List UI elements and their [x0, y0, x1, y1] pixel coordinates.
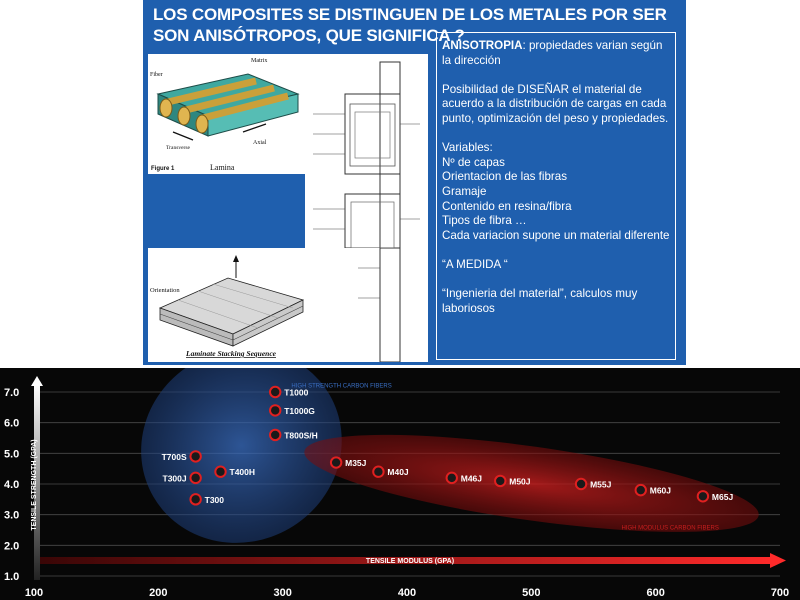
data-point [331, 457, 341, 467]
y-tick-label: 7.0 [4, 387, 20, 399]
data-point-label: T1000G [284, 405, 315, 416]
x-tick-label: 500 [522, 587, 541, 599]
y-tick-label: 3.0 [4, 509, 20, 522]
data-point [636, 485, 646, 495]
data-point-label: M40J [387, 467, 409, 478]
data-point-label: M35J [345, 458, 367, 469]
data-point [447, 473, 457, 483]
data-point-label: T1000 [284, 387, 309, 398]
variable-item: Contenido en resina/fibra [442, 199, 572, 213]
chart-svg [0, 368, 800, 600]
orientation-label: Orientation [150, 287, 180, 294]
term-anisotropia: ANISOTROPIA [442, 39, 523, 52]
data-point-label: T300 [204, 494, 225, 505]
data-point-label: T400H [229, 467, 256, 478]
x-axis-arrowhead [770, 553, 786, 568]
data-point [270, 405, 280, 415]
laminate-stacking-illustration [148, 248, 428, 362]
data-point [190, 494, 200, 504]
data-point-label: M46J [460, 473, 483, 484]
data-point [373, 467, 383, 477]
data-point-label: M65J [711, 491, 734, 502]
fiber-groups [105, 368, 763, 579]
x-tick-label: 200 [149, 587, 168, 599]
carbon-fiber-chart [0, 368, 800, 600]
high-modulus-label: HIGH MODULUS CARBON FIBERS [621, 525, 719, 532]
transverse-label: Transverse [166, 145, 190, 151]
y-tick-label: 1.0 [4, 571, 20, 583]
y-tick-label: 5.0 [4, 448, 20, 461]
variables-heading: Variables: [442, 141, 493, 155]
data-point [270, 387, 280, 397]
matrix-label: Matrix [251, 58, 268, 64]
a-medida-text: “A MEDIDA “ [442, 257, 508, 271]
anisotropy-text-box [436, 32, 676, 360]
data-point-label: T700S [161, 451, 187, 462]
variable-item: Tipos de fibra … [442, 214, 527, 228]
y-tick-label: 6.0 [4, 417, 20, 430]
slide-title: LOS COMPOSITES SE DISTINGUEN DE LOS METALES POR SER SON ANISÓTROPOS, QUE SIGNIFICA ? [153, 5, 667, 45]
slide-panel [143, 0, 686, 365]
stacking-caption: Laminate Stacking Sequence [186, 349, 276, 358]
data-point [215, 467, 225, 477]
x-axis-label: TENSILE MODULUS (GPA) [365, 558, 455, 565]
data-point [698, 491, 708, 501]
fiber-label: Fiber [150, 72, 163, 78]
data-point-label: M50J [509, 476, 531, 487]
design-paragraph: Posibilidad de DISEÑAR el material de acuerdo a la distribución de cargas en cada punto, optimización del peso y propiedades. [442, 82, 669, 125]
data-point-label: T800S/H [284, 430, 318, 441]
y-tick-label: 4.0 [4, 479, 20, 491]
data-point [190, 451, 200, 461]
patent-drawing-top [305, 54, 428, 248]
variable-item: Gramaje [442, 184, 487, 198]
y-axis-label: TENSILE STRENGTH (GPA) [31, 439, 38, 531]
data-point [270, 430, 280, 440]
variable-item: Cada variacion supone un material diferente [442, 228, 670, 242]
data-point [495, 476, 505, 486]
variable-item: Nº de capas [442, 155, 505, 169]
ingenieria-text: “Ingenieria del material”, calculos muy laboriosos [442, 287, 638, 315]
axial-label: Axial [253, 140, 267, 146]
data-point [190, 473, 200, 483]
x-tick-label: 600 [646, 587, 665, 599]
data-point-label: T300J [162, 473, 187, 484]
data-point [576, 479, 586, 489]
data-point-label: M55J [590, 479, 612, 490]
y-tick-label: 2.0 [4, 540, 20, 553]
data-point-label: M60J [649, 485, 672, 496]
variable-item: Orientacion de las fibras [442, 170, 568, 184]
lamina-illustration [148, 54, 305, 174]
x-tick-label: 300 [273, 587, 292, 599]
lamina-caption: Lamina [210, 163, 235, 172]
term-definition: : propiedades varian según la dirección [442, 39, 663, 67]
high-strength-label: HIGH STRENGTH CARBON FIBERS [291, 383, 392, 390]
y-axis-arrowhead [31, 376, 43, 386]
x-tick-label: 700 [770, 587, 790, 599]
x-tick-label: 100 [24, 587, 44, 599]
x-tick-label: 400 [397, 587, 417, 599]
figure-label: Figure 1 [151, 166, 175, 172]
